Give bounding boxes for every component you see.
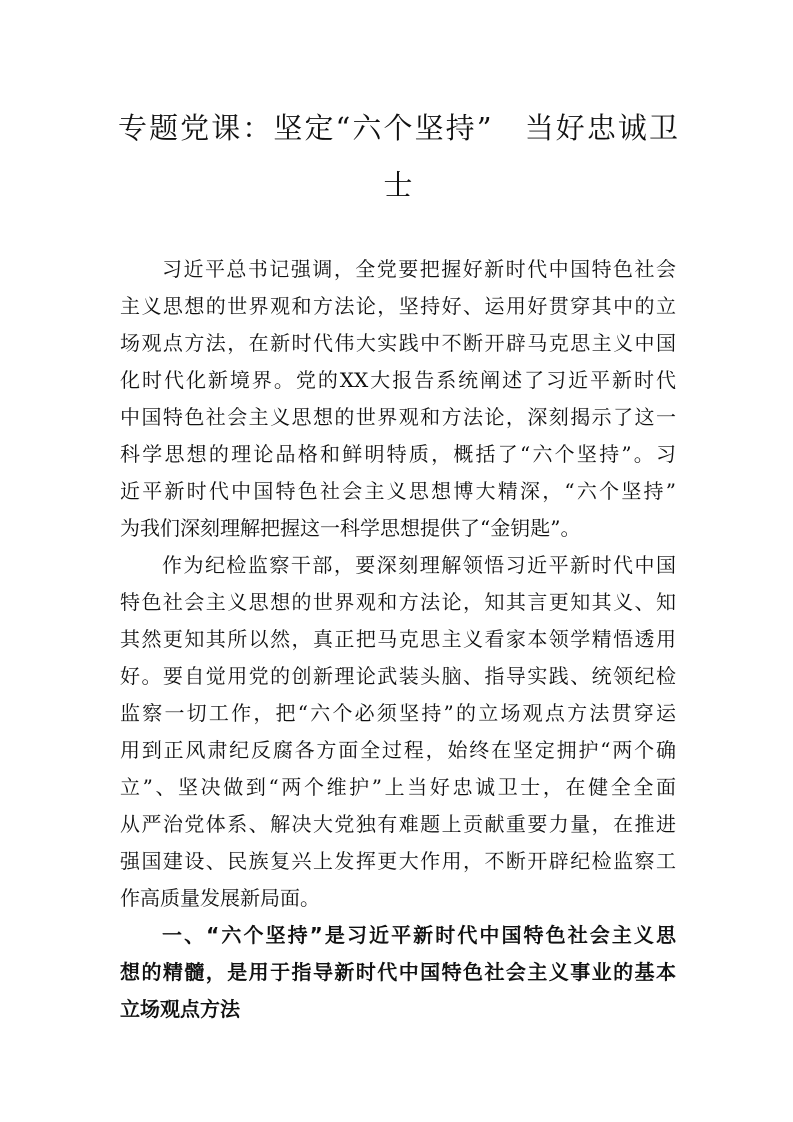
heading-line: 想的精髓，是用于指导新时代中国特色社会主义事业的基本 bbox=[120, 960, 676, 984]
document-body bbox=[120, 251, 676, 1028]
text-line: 特色社会主义思想的世界观和方法论，知其言更知其义、知 bbox=[120, 590, 676, 614]
paragraph-2 bbox=[120, 547, 676, 917]
text-line: 为我们深刻理解把握这一科学思想提供了“金钥匙”。 bbox=[120, 516, 581, 540]
text-line: 化时代化新境界。党的XX大报告系统阐述了习近平新时代 bbox=[120, 368, 676, 392]
text-line: 立”、坚决做到“两个维护”上当好忠诚卫士，在健全全面 bbox=[120, 775, 676, 799]
text-line: 场观点方法，在新时代伟大实践中不断开辟马克思主义中国 bbox=[120, 331, 676, 355]
text-line: 主义思想的世界观和方法论，坚持好、运用好贯穿其中的立 bbox=[120, 294, 676, 318]
document-title bbox=[118, 100, 678, 214]
title-line-1: 专题党课：坚定“六个坚持” 当好忠诚卫 bbox=[118, 111, 678, 145]
text-line: 监察一切工作，把“六个必须坚持”的立场观点方法贯穿运 bbox=[120, 701, 676, 725]
text-line: 好。要自觉用党的创新理论武装头脑、指导实践、统领纪检 bbox=[120, 664, 676, 688]
text-line: 作高质量发展新局面。 bbox=[120, 886, 320, 910]
section-heading-1 bbox=[120, 917, 676, 1028]
text-line: 用到正风肃纪反腐各方面全过程，始终在坚定拥护“两个确 bbox=[120, 738, 676, 762]
heading-line: 一、“六个坚持”是习近平新时代中国特色社会主义思 bbox=[162, 923, 676, 947]
text-line: 近平新时代中国特色社会主义思想博大精深，“六个坚持” bbox=[120, 479, 676, 503]
text-line: 科学思想的理论品格和鲜明特质，概括了“六个坚持”。习 bbox=[120, 442, 676, 466]
text-line: 作为纪检监察干部，要深刻理解领悟习近平新时代中国 bbox=[162, 553, 676, 577]
text-line: 强国建设、民族复兴上发挥更大作用，不断开辟纪检监察工 bbox=[120, 849, 676, 873]
paragraph-1 bbox=[120, 251, 676, 547]
heading-line: 立场观点方法 bbox=[120, 997, 240, 1021]
text-line: 中国特色社会主义思想的世界观和方法论，深刻揭示了这一 bbox=[120, 405, 676, 429]
text-line: 习近平总书记强调，全党要把握好新时代中国特色社会 bbox=[162, 257, 676, 281]
title-line-2: 士 bbox=[383, 168, 413, 202]
text-line: 从严治党体系、解决大党独有难题上贡献重要力量，在推进 bbox=[120, 812, 676, 836]
text-line: 其然更知其所以然，真正把马克思主义看家本领学精悟透用 bbox=[120, 627, 676, 651]
